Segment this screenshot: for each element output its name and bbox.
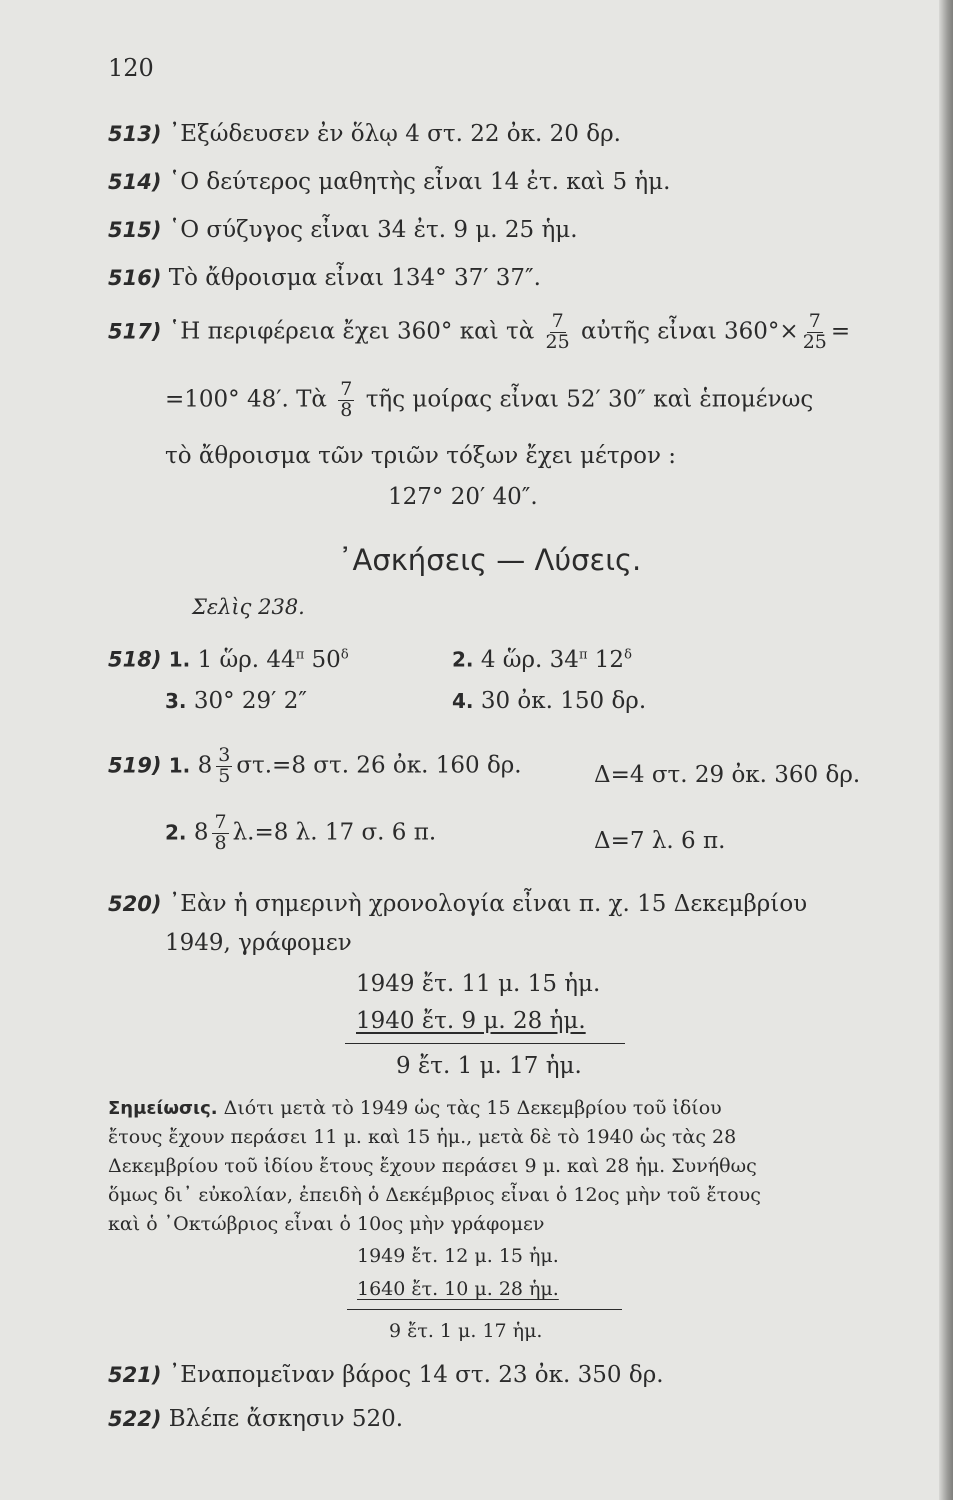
subtraction-result: 9 ἔτ. 1 μ. 17 ἡμ. xyxy=(396,1053,582,1079)
denominator: 25 xyxy=(545,330,570,353)
value-part: 4 ὥρ. 34 xyxy=(480,646,579,673)
numerator: 7 xyxy=(340,378,353,400)
entry-517-line-3: τὸ ἄθροισμα τῶν τριῶν τόξων ἔχει μέτρον : xyxy=(165,443,677,469)
item-label: 3. xyxy=(165,689,187,713)
note-line-5: καὶ ὁ ᾿Οκτώβριος εἶναι ὁ 10ος μὴν γράφομεν xyxy=(108,1213,545,1235)
page-reference: Σελὶς 238. xyxy=(192,595,305,619)
entry-text-part: ῾Η περιφέρεια ἔχει 360° καὶ τὰ xyxy=(168,318,535,345)
note-label: Σημείωσις. xyxy=(108,1098,218,1119)
item-label: 2. xyxy=(165,820,187,845)
page-number: 120 xyxy=(108,54,154,82)
note-subtraction-row-1: 1949 ἔτ. 12 μ. 15 ἡμ. xyxy=(357,1245,559,1267)
item-label: 1. xyxy=(168,647,191,672)
entry-515 xyxy=(108,219,578,242)
entry-number: 518) xyxy=(108,647,162,672)
denominator: 25 xyxy=(802,330,827,353)
entry-514 xyxy=(108,171,670,194)
section-heading: ᾿Ασκήσεις — Λύσεις. xyxy=(338,543,642,577)
numerator: 7 xyxy=(551,310,564,332)
fraction xyxy=(216,746,232,787)
mixed-number-whole: 8 xyxy=(193,819,209,846)
entry-number: 515) xyxy=(108,218,162,242)
page-edge-shadow xyxy=(939,0,953,1500)
entry-text-part: τῆς μοίρας εἶναι 52′ 30″ καὶ ἑπομένως xyxy=(365,386,814,413)
entry-number: 513) xyxy=(108,122,162,146)
subtraction-row-2: 1940 ἔτ. 9 μ. 28 ἡμ. xyxy=(356,1008,586,1034)
entry-number: 521) xyxy=(108,1363,162,1387)
entry-517-result: 127° 20′ 40″. xyxy=(388,484,538,510)
entry-519-delta-1: Δ=4 στ. 29 ὀκ. 360 δρ. xyxy=(594,762,861,788)
item-label: 4. xyxy=(452,689,474,713)
entry-519-item-1 xyxy=(108,746,522,787)
entry-516 xyxy=(108,267,541,290)
entry-518-row-1 xyxy=(108,648,349,672)
item-value xyxy=(481,647,632,673)
entry-number: 522) xyxy=(108,1407,162,1431)
entry-519-item-2 xyxy=(165,813,436,854)
entry-513 xyxy=(108,123,621,146)
subtraction-rule xyxy=(345,1043,625,1044)
item-label: 2. xyxy=(452,647,474,672)
entry-number: 517) xyxy=(108,319,162,344)
fraction xyxy=(338,380,354,421)
note-text: Διότι μετὰ τὸ 1949 ὡς τὰς 15 Δεκεμβρίου τοῦ ἰδίου xyxy=(223,1097,722,1119)
numerator: 7 xyxy=(214,811,227,833)
item-value xyxy=(198,647,349,673)
entry-519-delta-2: Δ=7 λ. 6 π. xyxy=(594,828,726,854)
denominator: 5 xyxy=(218,764,231,787)
subtraction-row-1: 1949 ἔτ. 11 μ. 15 ἡμ. xyxy=(356,971,601,997)
entry-518-item-4 xyxy=(452,690,646,713)
entry-520-line-2: 1949, γράφομεν xyxy=(165,930,352,956)
numerator: 7 xyxy=(808,310,821,332)
numerator: 3 xyxy=(218,744,231,766)
denominator: 8 xyxy=(340,398,353,421)
mixed-number-whole: 8 xyxy=(197,752,213,779)
item-value: 30° 29′ 2″ xyxy=(193,688,307,714)
entry-number: 514) xyxy=(108,170,162,194)
value-part: 1 ὥρ. 44 xyxy=(197,646,296,673)
entry-518-item-3 xyxy=(165,690,307,713)
denominator: 8 xyxy=(214,831,227,854)
item-value: στ.=8 στ. 26 ὀκ. 160 δρ. xyxy=(236,752,522,779)
entry-text: Βλέπε ἄσκησιν 520. xyxy=(168,1406,404,1432)
value-part: 12 xyxy=(587,646,625,673)
entry-number: 520) xyxy=(108,892,162,916)
value-part: 50 xyxy=(304,646,341,673)
note-subtraction-row-2: 1640 ἔτ. 10 μ. 28 ἡμ. xyxy=(357,1278,559,1300)
entry-text-part: = xyxy=(830,318,851,345)
superscript: δ xyxy=(624,647,632,662)
entry-520-line-1 xyxy=(108,893,807,916)
entry-text: ᾿Εὰν ἡ σημερινὴ χρονολογία εἶναι π. χ. 15 Δεκεμβρίου xyxy=(168,891,808,917)
superscript: π xyxy=(578,647,588,662)
entry-text: ᾿Εξώδευσεν ἐν ὅλῳ 4 στ. 22 ὀκ. 20 δρ. xyxy=(168,121,621,147)
entry-number: 516) xyxy=(108,266,162,290)
fraction xyxy=(803,312,827,353)
fraction xyxy=(546,312,570,353)
superscript: δ xyxy=(340,647,349,662)
entry-text: ᾿Εναπομεῖναν βάρος 14 στ. 23 ὀκ. 350 δρ. xyxy=(168,1362,664,1388)
note-subtraction-rule xyxy=(347,1309,622,1310)
entry-text: Τὸ ἄθροισμα εἶναι 134° 37′ 37″. xyxy=(168,265,541,291)
entry-521 xyxy=(108,1364,664,1387)
entry-text-part: =100° 48′. Τὰ xyxy=(165,386,327,413)
note-line-2: ἔτους ἔχουν περάσει 11 μ. καὶ 15 ἡμ., μετὰ δὲ τὸ 1940 ὡς τὰς 28 xyxy=(108,1126,737,1148)
fraction xyxy=(212,813,228,854)
item-value: λ.=8 λ. 17 σ. 6 π. xyxy=(232,819,437,846)
entry-517-line-2 xyxy=(165,380,813,421)
note-line-1 xyxy=(108,1099,722,1118)
entry-number: 519) xyxy=(108,753,162,778)
entry-518-item-2 xyxy=(452,648,632,672)
item-label: 1. xyxy=(168,753,191,778)
entry-text-part: αὐτῆς εἶναι 360°× xyxy=(581,318,799,345)
entry-text: ῾Ο σύζυγος εἶναι 34 ἐτ. 9 μ. 25 ἡμ. xyxy=(168,217,578,243)
note-line-4: ὅμως δι᾿ εὐκολίαν, ἐπειδὴ ὁ Δεκέμβριος εἶναι ὁ 12ος μὴν τοῦ ἔτους xyxy=(108,1184,761,1206)
item-value: 30 ὀκ. 150 δρ. xyxy=(480,688,647,714)
superscript: π xyxy=(295,647,305,662)
entry-522 xyxy=(108,1408,403,1431)
entry-517-line-1 xyxy=(108,312,850,353)
note-line-3: Δεκεμβρίου τοῦ ἰδίου ἔτους ἔχουν περάσει 9 μ. καὶ 28 ἡμ. Συνήθως xyxy=(108,1155,757,1177)
note-subtraction-result: 9 ἔτ. 1 μ. 17 ἡμ. xyxy=(389,1320,543,1342)
entry-text: ῾Ο δεύτερος μαθητὴς εἶναι 14 ἐτ. καὶ 5 ἡμ. xyxy=(168,169,671,195)
